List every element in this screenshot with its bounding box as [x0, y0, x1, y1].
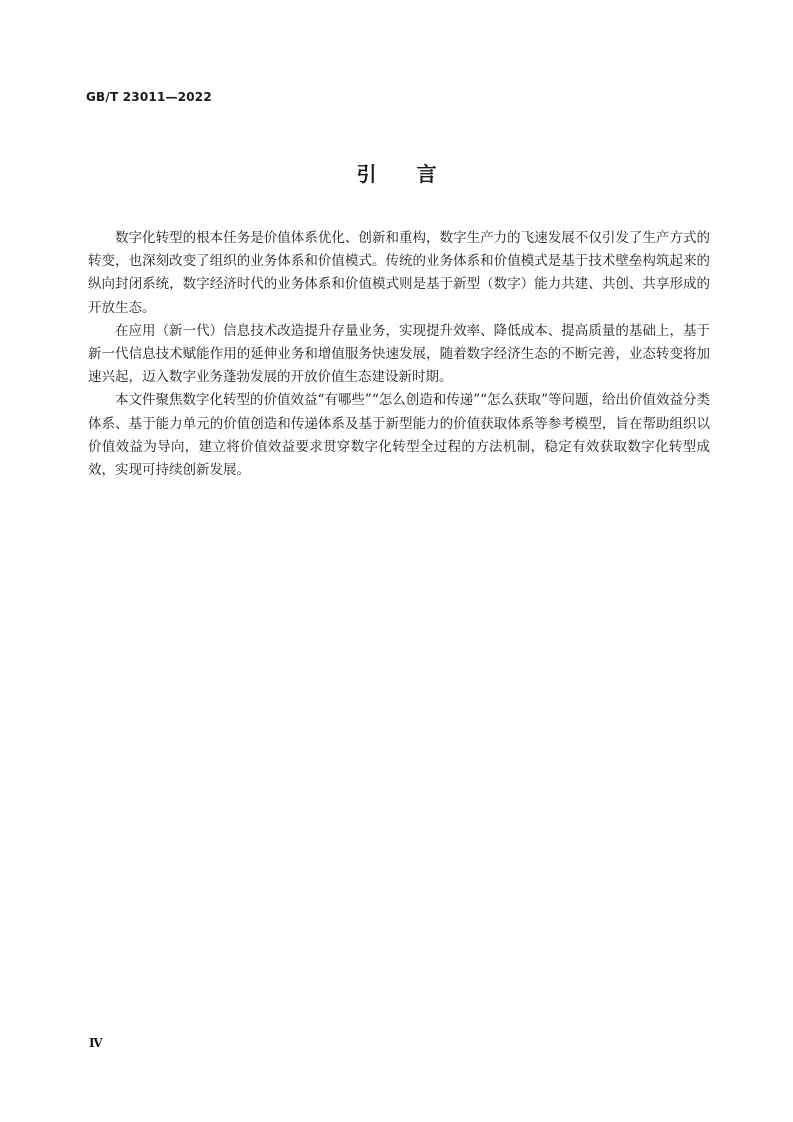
paragraph-1: 数字化转型的根本任务是价值体系优化、创新和重构，数字生产力的飞速发展不仅引发了生产方式的转变，也深刻改变了组织的业务体系和价值模式。传统的业务体系和价值模式是基于技术壁垒构筑起来的纵向封闭系统，数字经济时代的业务体系和价值模式则是基于新型（数字）能力共建、共创、共享形成的开放生态。 — [88, 230, 710, 316]
standard-code: GB/T 23011—2022 — [86, 90, 212, 104]
section-title: 引言 — [356, 162, 477, 186]
paragraph-3: 本文件聚焦数字化转型的价值效益“有哪些”“怎么创造和传递”“怎么获取”等问题，给出价值效益分类体系、基于能力单元的价值创造和传递体系及基于新型能力的价值获取体系等参考模型，旨在帮助组织以价值效益为导向，建立将价值效益要求贯穿数字化转型全过程的方法机制，稳定有效获取数字化转型成效，实现可持续创新发展。 — [88, 392, 710, 479]
page-number: Ⅳ — [89, 1036, 103, 1050]
paragraph-2: 在应用（新一代）信息技术改造提升存量业务，实现提升效率、降低成本、提高质量的基础上，基于新一代信息技术赋能作用的延伸业务和增值服务快速发展，随着数字经济生态的不断完善，业态转变将加速兴起，迈入数字业务蓬勃发展的开放价值生态建设新时期。 — [88, 322, 710, 386]
body-text — [88, 227, 710, 482]
